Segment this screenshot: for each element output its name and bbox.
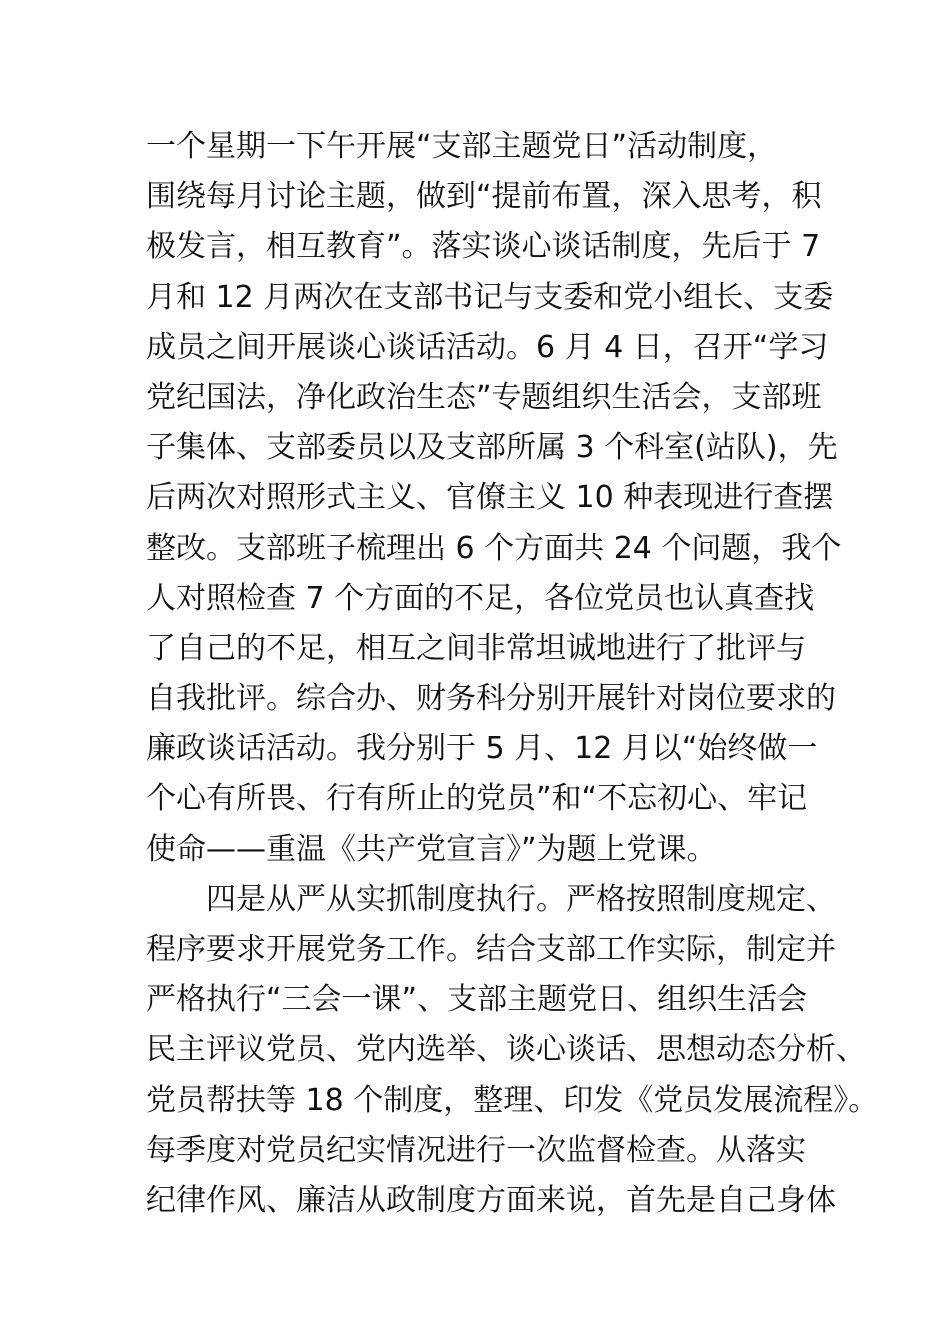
text-line: 每季度对党员纪实情况进行一次监督检查。从落实 [146,1132,806,1168]
text-line: 个心有所畏、行有所止的党员”和“不忘初心、牢记 [146,781,808,817]
text-line: 后两次对照形式主义、官僚主义 10 种表现进行查摆 [146,480,834,516]
text-line: 人对照检查 7 个方面的不足，各位党员也认真查找 [146,580,815,616]
text-line: 极发言，相互教育”。落实谈心谈话制度，先后于 7 [146,229,821,265]
text-line: 围绕每月讨论主题，做到“提前布置，深入思考，积 [146,179,822,215]
text-line: 严格执行“三会一课”、支部主题党日、组织生活会 [146,982,808,1018]
text-line: 使命——重温《共产党宣言》”为题上党课。 [146,831,717,867]
text-line: 了自己的不足，相互之间非常坦诚地进行了批评与 [146,630,806,666]
text-line: 一个星期一下午开展“支部主题党日”活动制度， [146,129,778,164]
text-line: 自我批评。综合办、财务科分别开展针对岗位要求的 [146,681,836,717]
text-line: 党员帮扶等 18 个制度，整理、印发《党员发展流程》。 [146,1082,879,1118]
text-line: 纪律作风、廉洁从政制度方面来说，首先是自己身体 [146,1182,836,1218]
text-line: 廉政谈话活动。我分别于 5 月、12 月以“始终做一 [146,731,818,767]
text-line: 月和 12 月两次在支部书记与支委和党小组长、支委 [146,279,834,315]
text-line: 子集体、支部委员以及支部所属 3 个科室(站队)，先 [146,430,838,466]
body-text [146,122,879,1226]
text-line: 民主评议党员、党内选举、谈心谈话、思想动态分析、 [146,1032,866,1068]
paragraph-start-line: 四是从严从实抓制度执行。严格按照制度规定、 [206,881,836,917]
text-line: 党纪国法，净化政治生态”专题组织生活会，支部班 [146,379,822,415]
text-line: 整改。支部班子梳理出 6 个方面共 24 个问题，我个 [146,530,842,566]
text-line: 程序要求开展党务工作。结合支部工作实际，制定并 [146,932,836,967]
text-line: 成员之间开展谈心谈话活动。6 月 4 日，召开“学习 [146,329,829,365]
